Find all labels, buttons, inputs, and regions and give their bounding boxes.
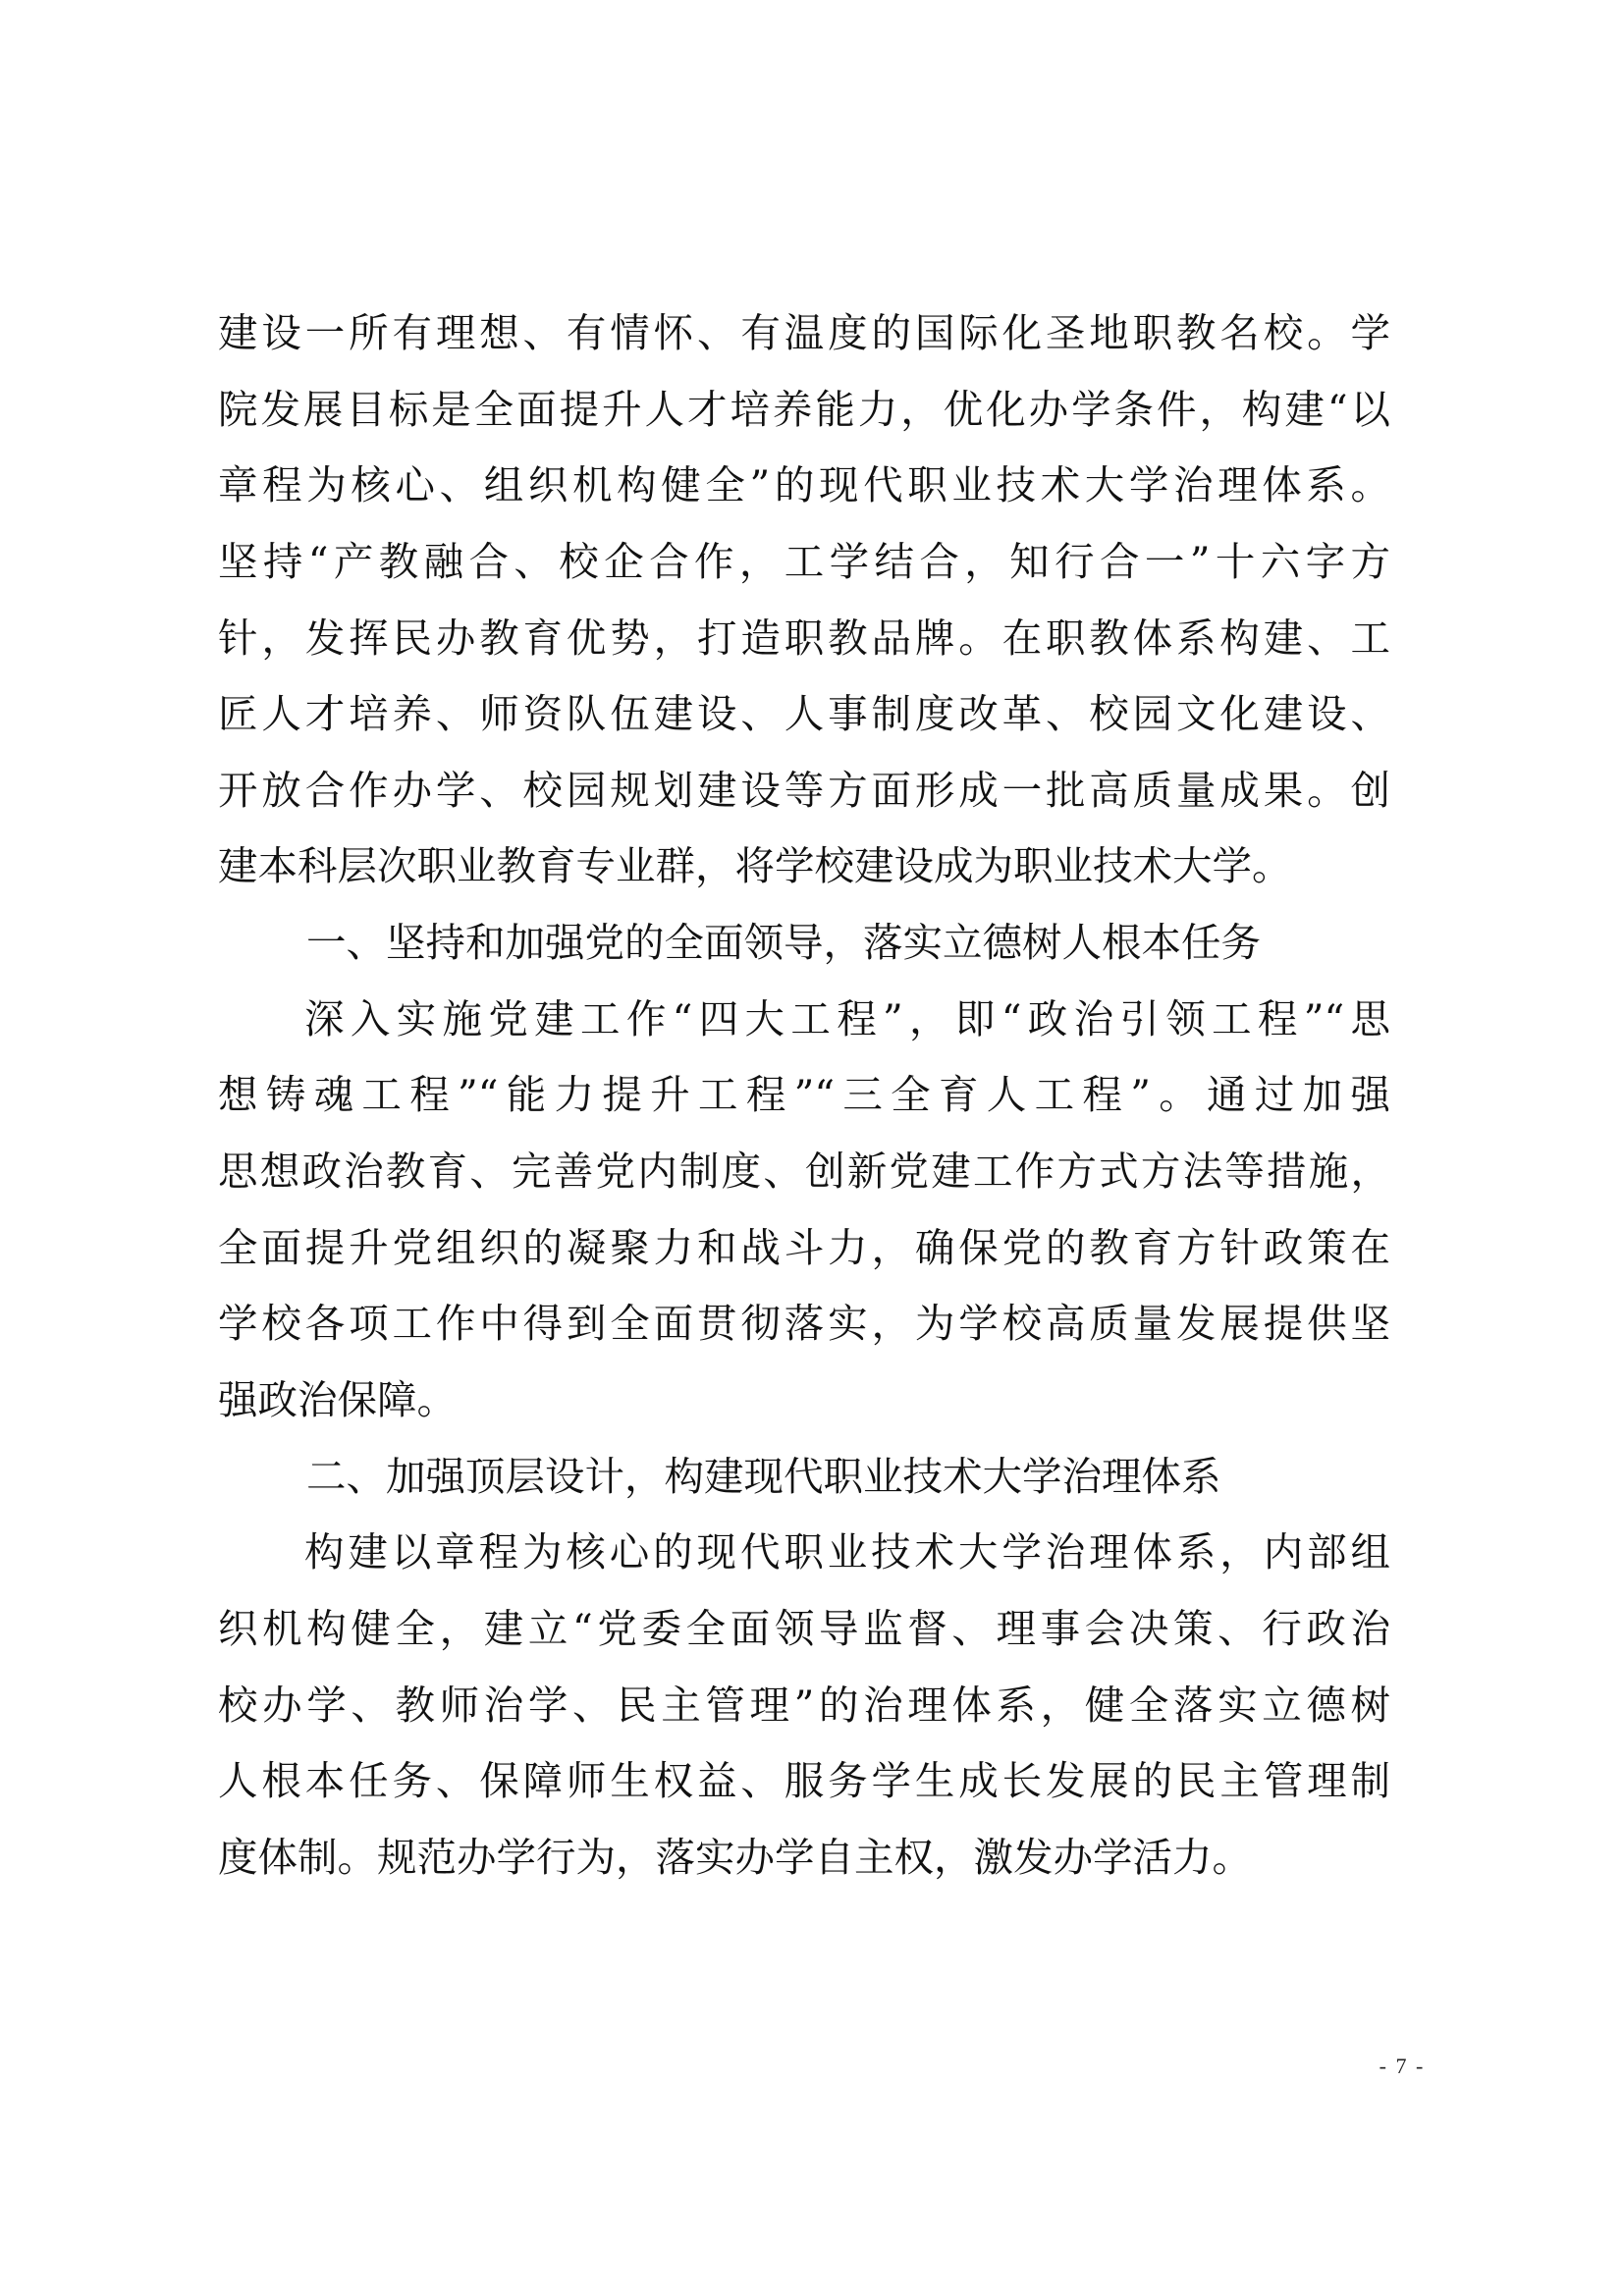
paragraph-2-line-2: 想铸魂工程”“能力提升工程”“三全育人工程”。通过加强 xyxy=(218,1071,1390,1119)
paragraph-2-line-4: 全面提升党组织的凝聚力和战斗力，确保党的教育方针政策在 xyxy=(218,1223,1390,1271)
paragraph-1-line-4: 坚持“产教融合、校企合作，工学结合，知行合一”十六字方 xyxy=(218,537,1390,585)
paragraph-1-line-6: 匠人才培养、师资队伍建设、人事制度改革、校园文化建设、 xyxy=(218,690,1390,738)
body-text xyxy=(218,295,1390,1896)
paragraph-1-line-5: 针，发挥民办教育优势，打造职教品牌。在职教体系构建、工 xyxy=(218,614,1390,662)
paragraph-3-line-3: 校办学、教师治学、民主管理”的治理体系，健全落实立德树 xyxy=(218,1681,1390,1729)
paragraph-1-line-8: 建本科层次职业教育专业群，将学校建设成为职业技术大学。 xyxy=(218,842,1292,890)
paragraph-1-line-2: 院发展目标是全面提升人才培养能力，优化办学条件，构建“以 xyxy=(218,385,1390,433)
section-heading-1: 一、坚持和加强党的全面领导，落实立德树人根本任务 xyxy=(306,919,1261,967)
paragraph-3-line-5: 度体制。规范办学行为，落实办学自主权，激发办学活力。 xyxy=(218,1833,1252,1881)
paragraph-2-line-6: 强政治保障。 xyxy=(218,1375,457,1423)
paragraph-3-line-2: 织机构健全，建立“党委全面领导监督、理事会决策、行政治 xyxy=(218,1604,1390,1652)
paragraph-3-line-4: 人根本任务、保障师生权益、服务学生成长发展的民主管理制 xyxy=(218,1757,1390,1805)
paragraph-2-line-1: 深入实施党建工作“四大工程”，即“政治引领工程”“思 xyxy=(304,994,1390,1042)
paragraph-3-line-1: 构建以章程为核心的现代职业技术大学治理体系，内部组 xyxy=(304,1528,1390,1576)
paragraph-1-line-3: 章程为核心、组织机构健全”的现代职业技术大学治理体系。 xyxy=(218,461,1390,509)
paragraph-2-line-3: 思想政治教育、完善党内制度、创新党建工作方式方法等措施， xyxy=(218,1148,1390,1196)
paragraph-2-line-5: 学校各项工作中得到全面贯彻落实，为学校高质量发展提供坚 xyxy=(218,1300,1390,1348)
paragraph-1-line-7: 开放合作办学、校园规划建设等方面形成一批高质量成果。创 xyxy=(218,766,1390,814)
paragraph-1-line-1: 建设一所有理想、有情怀、有温度的国际化圣地职教名校。学 xyxy=(218,309,1390,356)
section-heading-2: 二、加强顶层设计，构建现代职业技术大学治理体系 xyxy=(306,1452,1221,1500)
page-number: - 7 - xyxy=(1379,2054,1426,2078)
